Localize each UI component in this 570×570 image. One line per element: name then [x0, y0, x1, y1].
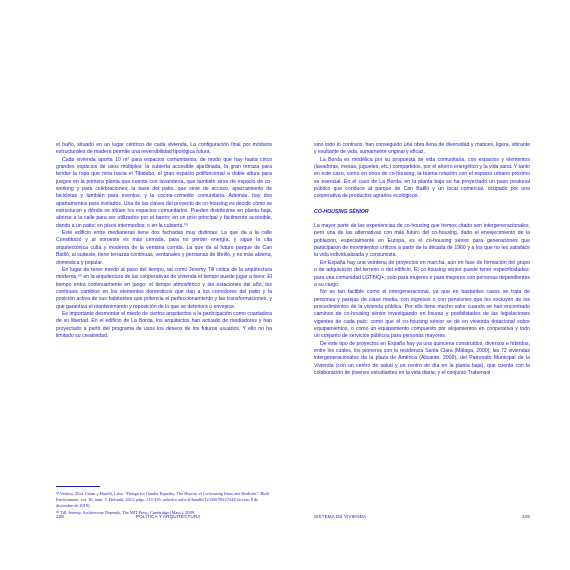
paragraph: No es tan factible como el intergeneracional, ya que en bastantes casos se trata de personas y parejas de clase media, con ingresos o con pensiones que les excluyen de los procedimientos de la vivienda pública. Por ello tiene mucho valor cuando se han encontrado caminos de co-housing sénior investigando en fisuras y posibilidades de las legislaciones vigentes de cada país: como que el co-housing sénior se dé en vivienda dotacional sobre equipamientos, o como un equipamiento compuesto por alojamientos en cooperativa y todo un conjunto de servicios públicos para personas mayores. — [314, 289, 530, 340]
paragraph: sino todo lo contrario, han conseguido una obra llena de diversidad y matices, ligera, vibrante y exultante de vida, sumamente original y eficaz. — [314, 142, 530, 156]
footnote-rule — [56, 486, 100, 487]
page-number: 229 — [522, 514, 530, 519]
paragraph: En España hay una veintena de proyectos en marcha, aún en fase de formación del grupo o de adquisición del terreno o del edificio. El co-housing sénior puede tener especificidades: para una comunidad LGTBIQ+, solo para mujeres o para mayores con personas dependientes a su cargo. — [314, 259, 530, 288]
paragraph: La Borda es modélica por su propuesta de vida comunitaria, con espacios y elementos (lavadoras, mesas, juguetes, etc.) compartidos, por el ahorro energético y la vida sana. Y tanto en este caso, como en otros de co-housing, la buena relación con el espacio urbano próximo es esencial. En el caso de La Borda, en la planta baja se ha proyectado un paso peatonal público que conduce al parque de Can Batlló y un local comercial, ocupado por una cooperativa de productos agrarios ecológicos. — [314, 156, 530, 200]
running-head: POLÍTICA Y ARQUITECTURA — [136, 514, 201, 519]
running-head: SISTEMA DE VIVIENDA — [314, 514, 367, 519]
footnote: ⁶⁰ Till, Jeremy, Architecture Depends, The MIT Press, Cambridge (Mass.), 2009. — [56, 509, 195, 515]
footnotes — [56, 491, 272, 516]
section-heading: CO-HOUSING SÉNIOR — [314, 208, 369, 215]
right-page — [285, 0, 570, 570]
paragraph: De este tipo de proyectos en España hay ya una quincena construidos, diversos e híbridos, entre los cuales, los pioneros son la residencia Santa Clara (Málaga, 2000); las 72 viviendas intergeneracionales de la plaza de América (Alicante, 2009), del Patronato Municipal de la Vivienda (con un centro de salud y un centro de día en la planta baja), que cuenta con la colaboración de jóvenes estudiantes en la vida diaria; y el conjunto Trabensol — [314, 340, 530, 376]
paragraph: Este edificio entre medianeras tiene dos fachadas muy distintas. La que da a la calle Constitució y al noroeste es más cerrada, para no perder energía, y sigue la cita arquitectónica culta y moderna de la ventana corrida. La que da al futuro parque de Can Batlló, al sudeste, tiene terrazas continuas, ventanales y persianas de librillo, y es más abierta, doméstica y popular. — [56, 230, 272, 266]
page-number: 228 — [56, 514, 64, 519]
left-text-column — [56, 142, 272, 340]
paragraph: Cada vivienda aporta 10 m² para espacios comunitarios, de modo que hay hasta cinco grandes espacios de usos múltiples: la cubierta accesible ajardinada, la gran terraza para tender la ropa que mira hacia el Tibidabo, el gran espacio polifuncional a doble altura para juegos en la primera planta que cuenta con lavandería, que también sirve de espacio de co-working y para celebraciones; la base del patio, que sirve de acceso, aparcamiento de bicicletas y también para eventos, y la cocina-comedor comunitaria. Además, hay dos apartamentos para invitados. Una de las claves del proyecto de co-housing es decidir cómo se estructuran y dónde se sitúan los espacios comunitarios. Pueden distribuirse en planta baja, abrirse a la calle para ser utilizados por el barrio; en un piso principal y fácilmente accesible, dando a un patio; en pisos intermedios; o en la cubierta.⁵⁹ — [56, 156, 272, 229]
paragraph: En lugar de tener miedo al paso del tiempo, tal como Jeremy Till critica de la arquitectura moderna,⁶⁰ en la arquitectura de las cooperativas de vivienda el tiempo puede jugar a favor. El tiempo entra continuamente en juego: el tiempo atmosférico y las estaciones del año, los continuos cambios en los elementos domésticos que dan a los corredores del patio y la posición activa de sus habitantes que potencia el perfeccionamiento y las transformaciones, y que garantiza el mantenimiento y reposición de lo que se deteriora o envejece. — [56, 266, 272, 310]
paragraph: La mayor parte de las experiencias de co-housing que hemos citado son intergeneracionales, pero una de las alternativas con más futuro del co-housing, dado el envejecimiento de la población, especialmente en Europa, es el co-housing sénior para generaciones que participaron de movimientos críticos a partir de la década de 1960 y a los que no les satisface la vida individualizada y consumista. — [314, 223, 530, 259]
paragraph: el baño, situado en un lugar céntrico de cada vivienda. La configuración final por módulos estructurales de madera permite una reversibilidad tipológica futura. — [56, 142, 272, 156]
paragraph: Es importante desmontar el miedo de ciertos arquitectos a la participación como coartadora de su libertad. En el edificio de La Borda, los arquitectos han actuado de mediadores y han proyectado a partir del programa de usos los deseos de los futuros usuarios. Y ello no ha limitado su creatividad, — [56, 310, 272, 339]
right-text-column — [314, 142, 530, 377]
footnote: ⁵⁹ Vestbro, Dick Urban y Horelli, Liisa, “Design for Gender Equality: The History of Co-housing Ideas and Realities”, Built Environment, vol. 38, núm. 3. Helsinki, 2012, págs. 315-335; aaltodoc.aalto.fi/handle/123456789/17248 (acceso 8 de diciembre de 2019). — [56, 491, 270, 509]
